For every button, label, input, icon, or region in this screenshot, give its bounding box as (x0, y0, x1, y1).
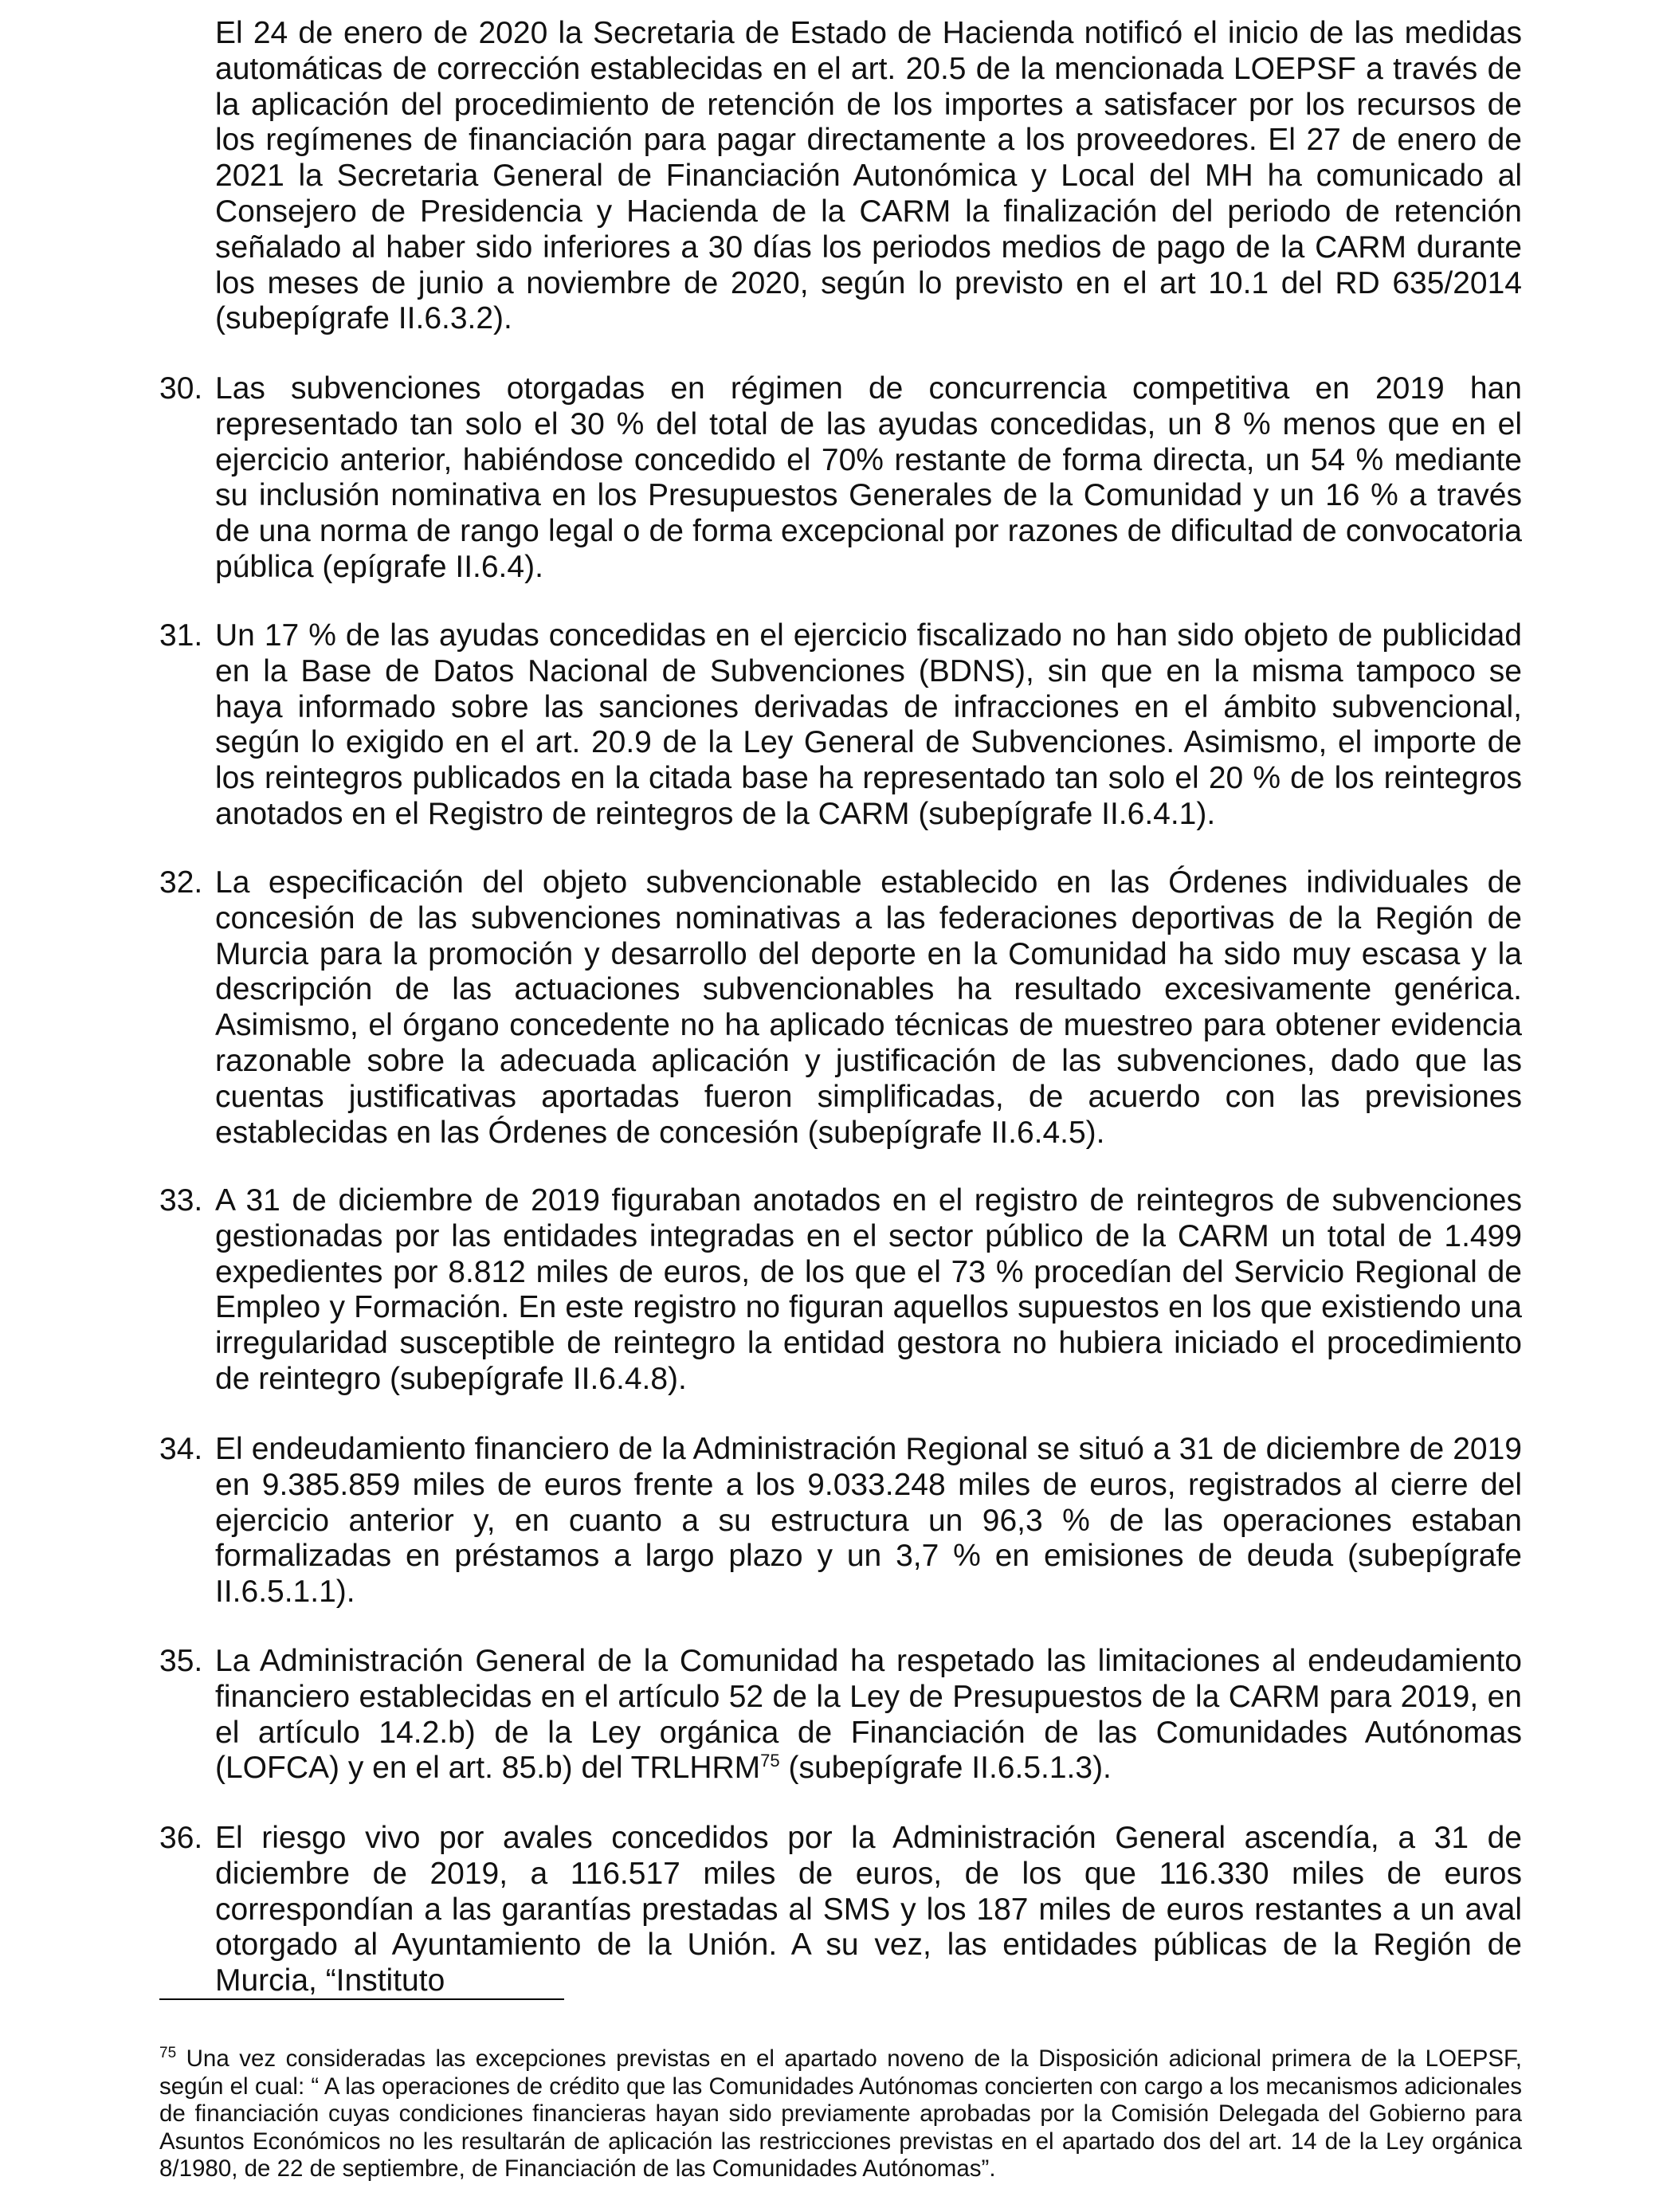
item-text: A 31 de diciembre de 2019 figuraban anotados en el registro de reintegros de subvenciones gestionadas por las entidades integradas en el sector público de la CARM un total de 1.499 expedientes por 8.812 miles de euros, de los que el 73 % procedían del Servicio Regional de Empleo y Formación. En este registro no figuran aquellos supuestos en los que existiendo una irregularidad susceptible de reintegro la entidad gestora no hubiera iniciado el procedimiento de reintegro (subepígrafe II.6.4.8). (215, 1183, 1522, 1396)
item-number: 35. (159, 1644, 203, 1678)
item-text: El endeudamiento financiero de la Administración Regional se situó a 31 de diciembre de 2019 en 9.385.859 miles de euros frente a los 9.033.248 miles de euros, registrados al cierre del ejercicio anterior y, en cuanto a su estructura un 96,3 % de las operaciones estaban formalizadas en préstamos a largo plazo y un 3,7 % en emisiones de deuda (subepígrafe II.6.5.1.1). (215, 1432, 1522, 1610)
intro-paragraph: El 24 de enero de 2020 la Secretaria de Estado de Hacienda notificó el inicio de las medidas automáticas de corrección establecidas en el art. 20.5 de la mencionada LOEPSF a través de la aplicación del procedimiento de retención de los importes a satisfacer por los recursos de los regímenes de financiación para pagar directamente a los proveedores. El 27 de enero de 2021 la Secretaria General de Financiación Autonómica y Local del MH ha comunicado al Consejero de Presidencia y Hacienda de la CARM la finalización del periodo de retención señalado al haber sido inferiores a 30 días los periodos medios de pago de la CARM durante los meses de junio a noviembre de 2020, según lo previsto en el art 10.1 del RD 635/2014 (subepígrafe II.6.3.2). (215, 16, 1522, 336)
item-number: 32. (159, 865, 203, 900)
item-text: Un 17 % de las ayudas concedidas en el ejercicio fiscalizado no han sido objeto de publicidad en la Base de Datos Nacional de Subvenciones (BDNS), sin que en la misma tampoco se haya informado sobre las sanciones derivadas de infracciones en el ámbito subvencional, según lo exigido en el art. 20.9 de la Ley General de Subvenciones. Asimismo, el importe de los reintegros publicados en la citada base ha representado tan solo el 20 % de los reintegros anotados en el Registro de reintegros de la CARM (subepígrafe II.6.4.1). (215, 618, 1522, 831)
footnote-text: Una vez consideradas las excepciones previstas en el apartado noveno de la Disposición adicional primera de la LOEPSF, según el cual: “ A las operaciones de crédito que las Comunidades Autónomas concierten con cargo a los mecanismos adicionales de financiación cuyas condiciones financieras hayan sido previamente aprobadas por la Comisión Delegada del Gobierno para Asuntos Económicos no les resultarán de aplicación las restricciones previstas en el apartado dos del art. 14 de la Ley orgánica 8/1980, de 22 de septiembre, de Financiación de las Comunidades Autónomas”. (159, 2045, 1522, 2182)
item-text-part: La Administración General de la Comunidad ha respetado las limitaciones al endeudamiento financiero establecidas en el artículo 52 de la Ley de Presupuestos de la CARM para 2019, en el artículo 14.2.b) de la Ley orgánica de Financiación de las Comunidades Autónomas (LOFCA) y en el art. 85.b) del TRLHRM (215, 1644, 1522, 1786)
item-text: Las subvenciones otorgadas en régimen de concurrencia competitiva en 2019 han representado tan solo el 30 % del total de las ayudas concedidas, un 8 % menos que en el ejercicio anterior, habiéndose concedido el 70% restante de forma directa, un 54 % mediante su inclusión nominativa en los Presupuestos Generales de la Comunidad y un 16 % a través de una norma de rango legal o de forma excepcional por razones de dificultad de convocatoria pública (epígrafe II.6.4). (215, 371, 1522, 584)
footnote-number: 75 (159, 2045, 177, 2062)
item-number: 31. (159, 618, 203, 653)
item-number: 30. (159, 371, 203, 406)
item-number: 33. (159, 1183, 203, 1218)
item-number: 36. (159, 1821, 203, 1855)
item-text: La especificación del objeto subvencionable establecido en las Órdenes individuales de concesión de las subvenciones nominativas a las federaciones deportivas de la Región de Murcia para la promoción y desarrollo del deporte en la Comunidad ha sido muy escasa y la descripción de las actuaciones subvencionables ha resultado excesivamente genérica. Asimismo, el órgano concedente no ha aplicado técnicas de muestreo para obtener evidencia razonable sobre la adecuada aplicación y justificación de las subvenciones, dado que las cuentas justificativas aportadas fueron simplificadas, de acuerdo con las previsiones establecidas en las Órdenes de concesión (subepígrafe II.6.4.5). (215, 865, 1522, 1150)
item-text (215, 1644, 1522, 1786)
item-text-part: (subepígrafe II.6.5.1.3). (779, 1751, 1112, 1786)
footnote (159, 2045, 1522, 2183)
item-text: El riesgo vivo por avales concedidos por la Administración General ascendía, a 31 de diciembre de 2019, a 116.517 miles de euros, de los que 116.330 miles de euros correspondían a las garantías prestadas al SMS y los 187 miles de euros restantes a un aval otorgado al Ayuntamiento de la Unión. A su vez, las entidades públicas de la Región de Murcia, “Instituto (215, 1821, 1522, 1998)
footnote-separator (159, 1998, 564, 2000)
item-number: 34. (159, 1432, 203, 1466)
footnote-reference[interactable]: 75 (760, 1751, 780, 1771)
